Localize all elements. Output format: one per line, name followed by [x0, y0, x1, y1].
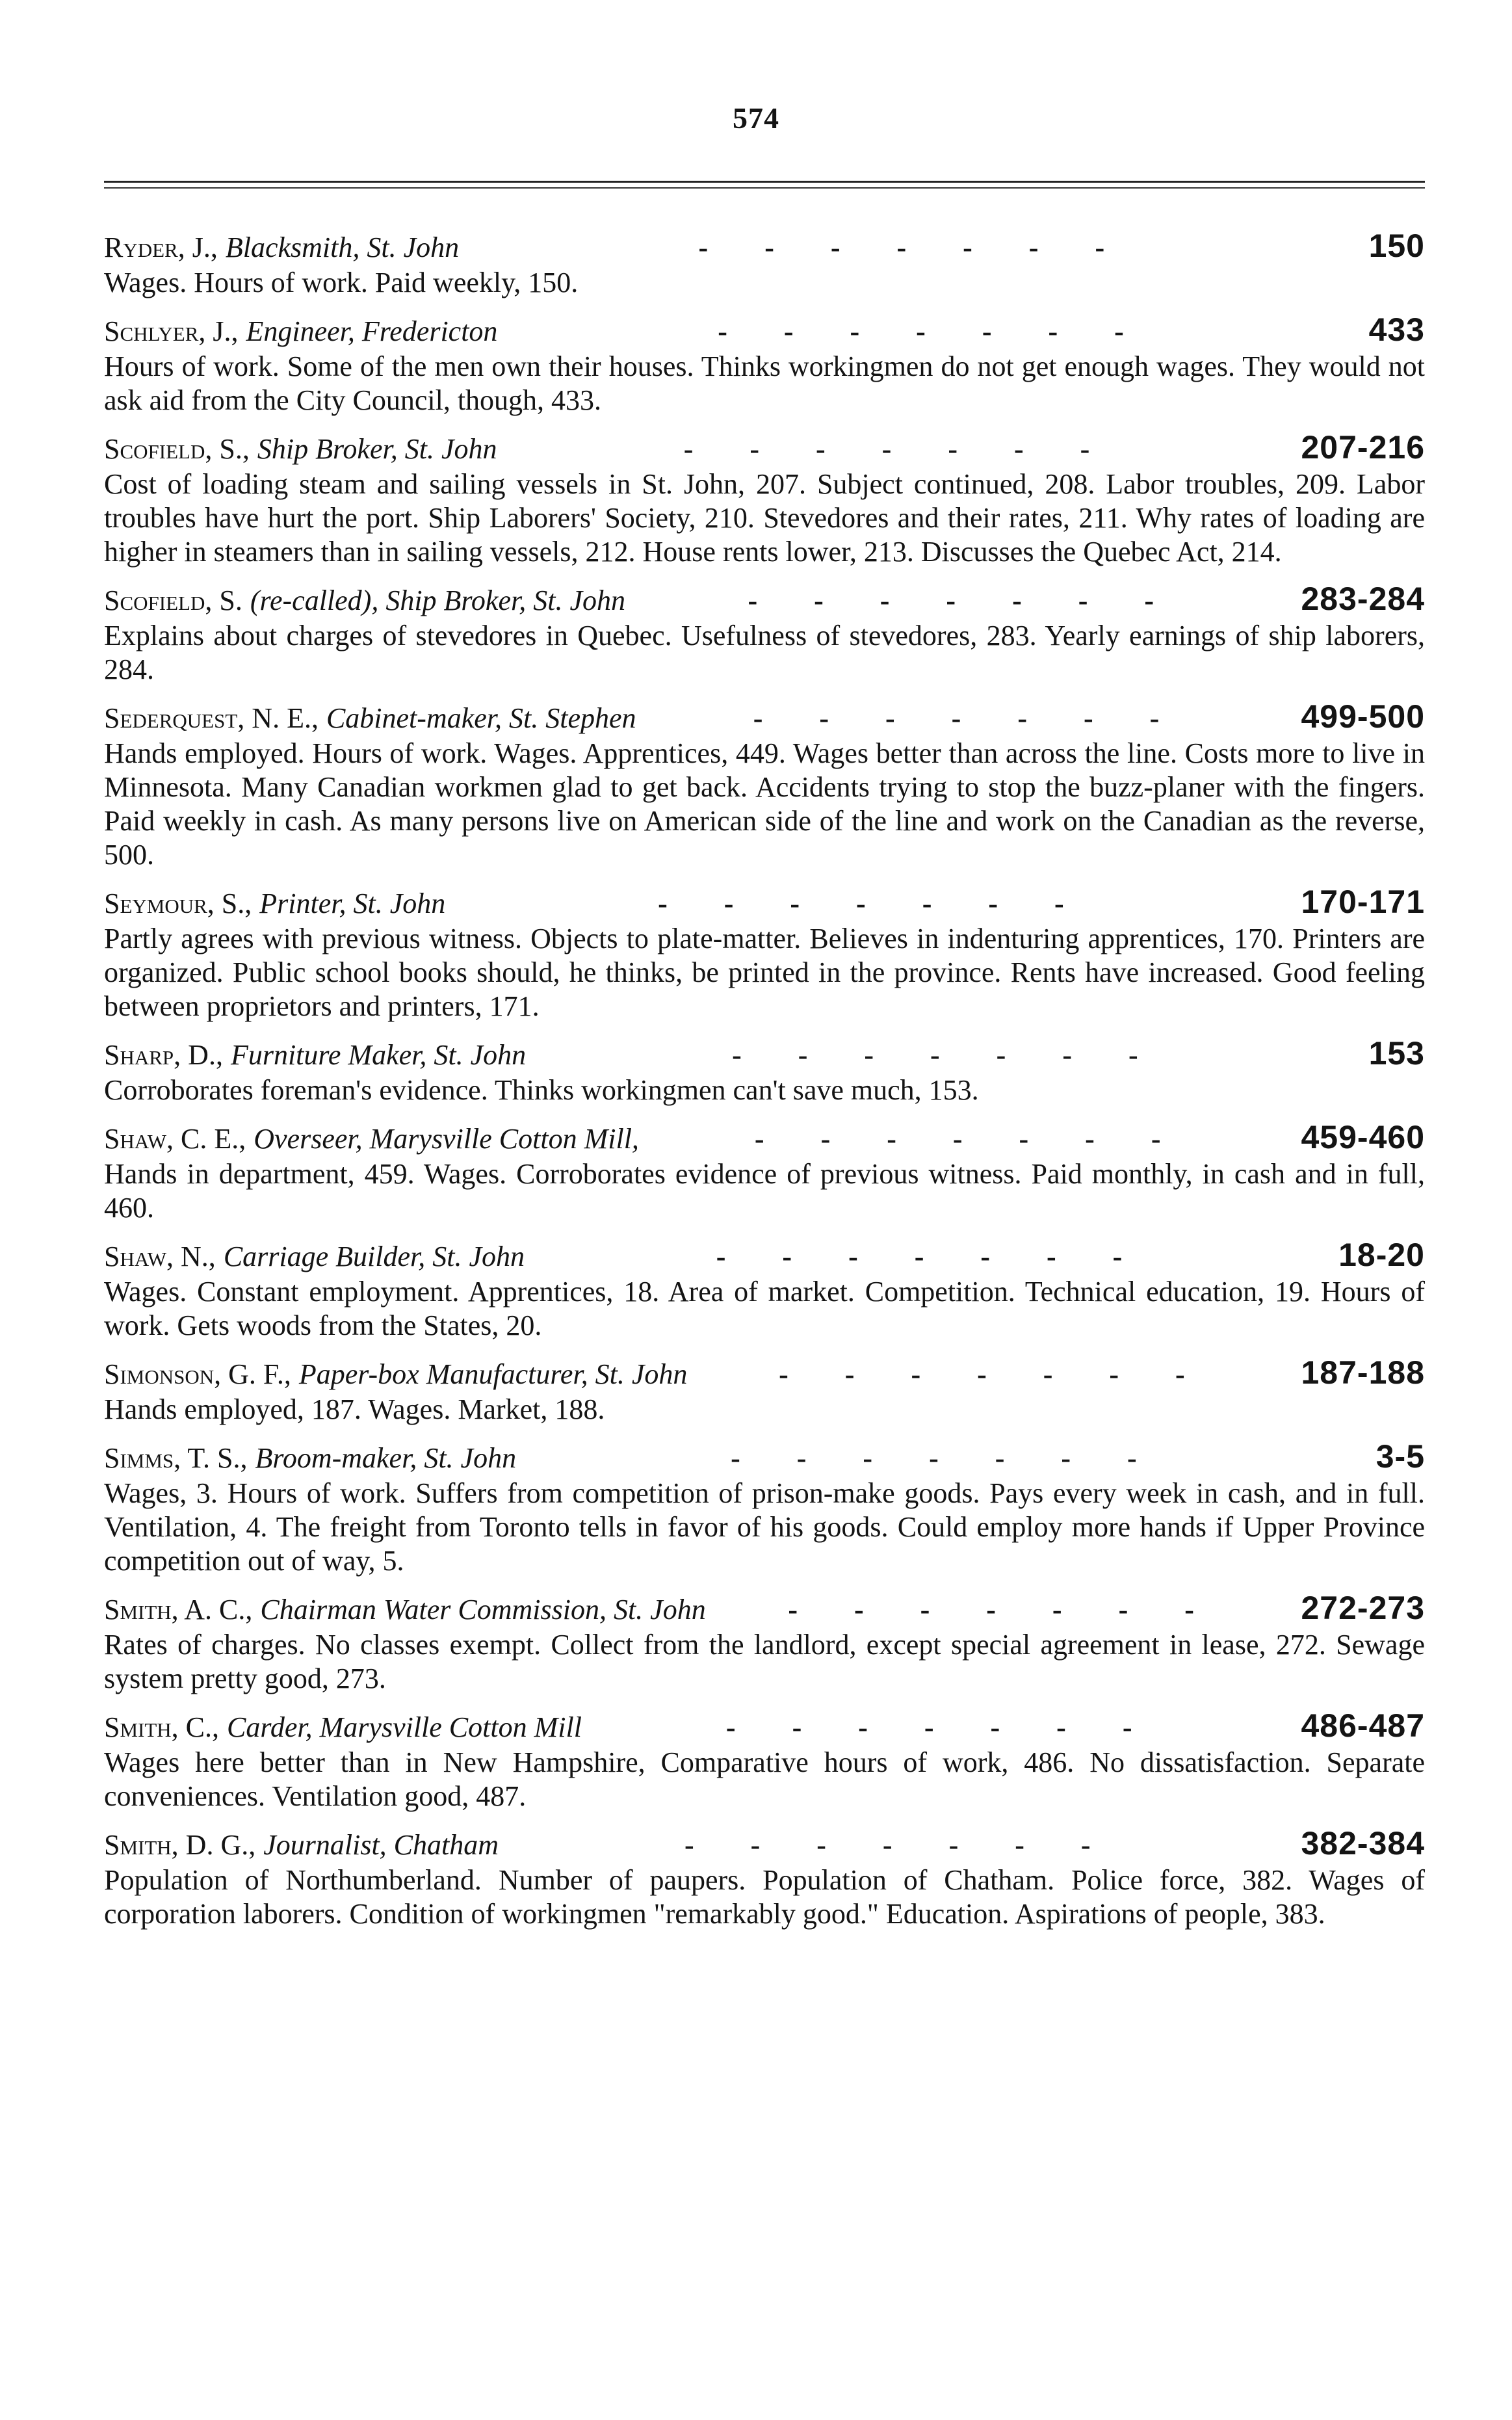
- dot-leader: - - - - - - -: [754, 1123, 1186, 1155]
- dot-leader: - - - - - - -: [716, 1241, 1147, 1272]
- entry-heading: [104, 1354, 1425, 1393]
- witness-name: Smith, A. C.,: [104, 1594, 253, 1625]
- witness-name: Schlyer, J.,: [104, 315, 239, 347]
- entry-summary: Explains about charges of stevedores in Quebec. Usefulness of stevedores, 283. Yearly earnings of ship laborers, 284.: [104, 620, 1425, 685]
- dot-leader: - - - - - - -: [683, 433, 1115, 465]
- index-entry: [104, 1438, 1425, 1578]
- witness-name: Sederquest, N. E.,: [104, 702, 319, 734]
- dot-leader: - - - - - - -: [732, 1039, 1163, 1071]
- witness-occupation: Cabinet-maker, St. Stephen: [326, 702, 636, 734]
- entry-summary: Hands employed, 187. Wages. Market, 188.: [104, 1393, 605, 1425]
- witness-occupation: Carder, Marysville Cotton Mill: [227, 1711, 582, 1743]
- entry-summary: Population of Northumberland. Number of paupers. Population of Chatham. Police force, 382. Wages of corporation laborers. Condition of workingmen "remarkably good." Education. Aspirations of people, 383.: [104, 1864, 1425, 1930]
- witness-occupation: Ship Broker, St. John: [257, 433, 497, 465]
- page-reference: 499-500: [1301, 698, 1425, 735]
- witness-occupation: Overseer, Marysville Cotton Mill,: [254, 1123, 639, 1155]
- entry-heading: [104, 1825, 1425, 1863]
- witness-name: Shaw, N.,: [104, 1241, 216, 1272]
- witness-occupation: Blacksmith, St. John: [225, 231, 460, 263]
- entry-heading: [104, 429, 1425, 467]
- witness-occupation: (re-called), Ship Broker, St. John: [250, 585, 625, 616]
- index-entry: [104, 311, 1425, 417]
- entry-summary: Hours of work. Some of the men own their houses. Thinks workingmen do not get enough wages. They would not ask aid from the City Council, though, 433.: [104, 350, 1425, 416]
- entry-summary: Wages. Constant employment. Apprentices, 18. Area of market. Competition. Technical education, 19. Hours of work. Gets woods from the States, 20.: [104, 1276, 1425, 1341]
- page-reference: 486-487: [1301, 1707, 1425, 1744]
- dot-leader: - - - - - - -: [658, 888, 1089, 919]
- entry-summary: Wages here better than in New Hampshire, Comparative hours of work, 486. No dissatisfaction. Separate conveniences. Ventilation good, 487.: [104, 1746, 1425, 1812]
- witness-occupation: Chairman Water Commission, St. John: [260, 1594, 706, 1625]
- page-reference: 18-20: [1338, 1237, 1425, 1273]
- witness-occupation: Furniture Maker, St. John: [230, 1039, 527, 1071]
- witness-name: Seymour, S.,: [104, 888, 252, 919]
- page-reference: 207-216: [1301, 429, 1425, 466]
- page-number: 574: [733, 101, 779, 135]
- dot-leader: - - - - - - -: [788, 1594, 1219, 1625]
- witness-name: Simonson, G. F.,: [104, 1358, 291, 1390]
- witness-name: Shaw, C. E.,: [104, 1123, 246, 1155]
- index-entry: [104, 1707, 1425, 1813]
- entry-heading: [104, 1237, 1425, 1275]
- entry-heading: [104, 228, 1425, 266]
- dot-leader: - - - - - - -: [725, 1711, 1157, 1743]
- entry-summary: Wages, 3. Hours of work. Suffers from competition of prison-make goods. Pays every week in cash, and in full. Ventilation, 4. The freight from Toronto tells in favor of his goods. Could employ more hands if Upper Province competition out of way, 5.: [104, 1477, 1425, 1577]
- header-rule: [104, 181, 1425, 183]
- witness-name: Smith, D. G.,: [104, 1829, 256, 1861]
- index-entry: [104, 884, 1425, 1023]
- dot-leader: - - - - - - -: [698, 231, 1130, 263]
- index-entry: [104, 1354, 1425, 1427]
- witness-occupation: Carriage Builder, St. John: [223, 1241, 525, 1272]
- entry-heading: [104, 1707, 1425, 1746]
- entry-heading: [104, 1590, 1425, 1628]
- witness-name: Ryder, J.,: [104, 231, 218, 263]
- index-entry: [104, 228, 1425, 300]
- dot-leader: - - - - - - -: [779, 1358, 1210, 1390]
- index-entry: [104, 1119, 1425, 1225]
- index-entry: [104, 698, 1425, 872]
- page-reference: 187-188: [1301, 1354, 1425, 1391]
- page-reference: 382-384: [1301, 1825, 1425, 1861]
- entry-heading: [104, 698, 1425, 737]
- page-reference: 150: [1368, 228, 1425, 264]
- dot-leader: - - - - - - -: [718, 315, 1149, 347]
- page-reference: 153: [1368, 1035, 1425, 1072]
- dot-leader: - - - - - - -: [748, 585, 1179, 616]
- page-reference: 459-460: [1301, 1119, 1425, 1155]
- entry-summary: Rates of charges. No classes exempt. Collect from the landlord, except special agreement in lease, 272. Sewage system pretty good, 273.: [104, 1629, 1425, 1694]
- index-entry: [104, 429, 1425, 569]
- index-entry: [104, 581, 1425, 687]
- index-entry: [104, 1035, 1425, 1107]
- witness-occupation: Engineer, Fredericton: [246, 315, 498, 347]
- page-reference: 272-273: [1301, 1590, 1425, 1626]
- witness-name: Sharp, D.,: [104, 1039, 223, 1071]
- page-reference: 283-284: [1301, 581, 1425, 617]
- page-reference: 433: [1368, 311, 1425, 348]
- witness-occupation: Journalist, Chatham: [263, 1829, 499, 1861]
- entry-summary: Partly agrees with previous witness. Objects to plate-matter. Believes in indenturing apprentices, 170. Printers are organized. Public school books should, he thinks, be printed in the province. Rents have increased. Good feeling between proprietors and printers, 171.: [104, 923, 1425, 1022]
- witness-name: Scofield, S.: [104, 585, 242, 616]
- entry-heading: [104, 1119, 1425, 1157]
- witness-occupation: Printer, St. John: [259, 888, 446, 919]
- index-entry: [104, 1590, 1425, 1696]
- dot-leader: - - - - - - -: [731, 1442, 1162, 1474]
- index-entry: [104, 1237, 1425, 1343]
- witness-name: Simms, T. S.,: [104, 1442, 248, 1474]
- entry-summary: Cost of loading steam and sailing vessels in St. John, 207. Subject continued, 208. Labor troubles, 209. Labor troubles have hurt the port. Ship Laborers' Society, 210. Stevedores and their rates, 211. Why rates of loading are higher in steamers than in sailing vessels, 212. House rents lower, 213. Discusses the Quebec Act, 214.: [104, 468, 1425, 568]
- entry-summary: Hands employed. Hours of work. Wages. Apprentices, 449. Wages better than across the line. Costs more to live in Minnesota. Many Canadian workmen glad to get back. Accidents trying to stop the buzz-planer with the fingers. Paid weekly in cash. As many persons live on American side of the line and work on the Canadian as the reverse, 500.: [104, 737, 1425, 871]
- header-rule-thin: [104, 187, 1425, 189]
- index-entry: [104, 1825, 1425, 1931]
- entry-heading: [104, 884, 1425, 922]
- witness-occupation: Broom-maker, St. John: [255, 1442, 517, 1474]
- entry-summary: Corroborates foreman's evidence. Thinks workingmen can't save much, 153.: [104, 1074, 979, 1106]
- entry-heading: [104, 1035, 1425, 1073]
- entry-summary: Hands in department, 459. Wages. Corroborates evidence of previous witness. Paid monthly, in cash and in full, 460.: [104, 1158, 1425, 1224]
- page-reference: 170-171: [1301, 884, 1425, 920]
- entry-heading: [104, 311, 1425, 350]
- dot-leader: - - - - - - -: [684, 1829, 1115, 1861]
- dot-leader: - - - - - - -: [753, 702, 1184, 734]
- entry-heading: [104, 581, 1425, 619]
- witness-name: Scofield, S.,: [104, 433, 250, 465]
- index-entries: [104, 228, 1425, 1943]
- witness-name: Smith, C.,: [104, 1711, 220, 1743]
- entry-heading: [104, 1438, 1425, 1477]
- witness-occupation: Paper-box Manufacturer, St. John: [298, 1358, 688, 1390]
- page-reference: 3-5: [1375, 1438, 1425, 1475]
- entry-summary: Wages. Hours of work. Paid weekly, 150.: [104, 267, 579, 298]
